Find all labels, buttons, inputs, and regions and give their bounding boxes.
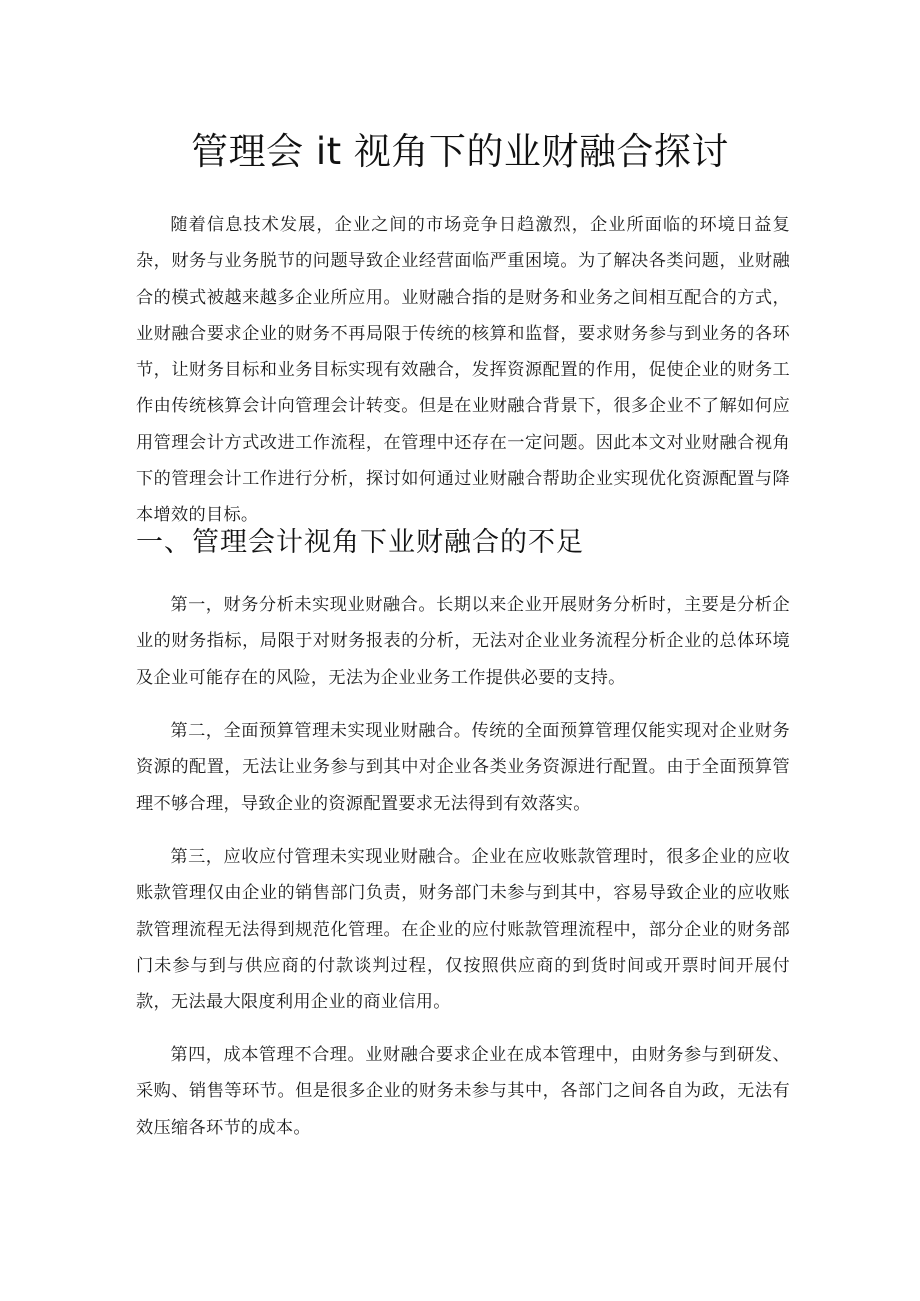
intro-paragraph: 随着信息技术发展，企业之间的市场竞争日趋激烈，企业所面临的环境日益复杂，财务与业务脱节的问题导致企业经营面临严重困境。为了解决各类问题，业财融合的模式被越来越多企业所应用。业财融合指的是财务和业务之间相互配合的方式，业财融合要求企业的财务不再局限于传统的核算和监督，要求财务参与到业务的各环节，让财务目标和业务目标实现有效融合，发挥资源配置的作用，促使企业的财务工作由传统核算会计向管理会计转变。但是在业财融合背景下，很多企业不了解如何应用管理会计方式改进工作流程，在管理中还存在一定问题。因此本文对业财融合视角下的管理会计工作进行分析，探讨如何通过业财融合帮助企业实现优化资源配置与降本增效的目标。 <box>136 215 790 526</box>
section-heading: 一、管理会计视角下业财融合的不足 <box>136 527 584 558</box>
document-title: 管理会 it 视角下的业财融合探讨 <box>191 130 729 173</box>
paragraph-3: 第三，应收应付管理未实现业财融合。企业在应收账款管理时，很多企业的应收账款管理仅由企业的销售部门负责，财务部门未参与到其中，容易导致企业的应收账款管理流程无法得到规范化管理。在企业的应付账款管理流程中，部分企业的财务部门未参与到与供应商的付款谈判过程，仅按照供应商的到货时间或开票时间开展付款，无法最大限度利用企业的商业信用。 <box>136 847 790 1013</box>
paragraph-1: 第一，财务分析未实现业财融合。长期以来企业开展财务分析时，主要是分析企业的财务指标，局限于对财务报表的分析，无法对企业业务流程分析企业的总体环境及企业可能存在的风险，无法为企业业务工作提供必要的支持。 <box>136 595 790 688</box>
paragraph-2: 第二，全面预算管理未实现业财融合。传统的全面预算管理仅能实现对企业财务资源的配置，无法让业务参与到其中对企业各类业务资源进行配置。由于全面预算管理不够合理，导致企业的资源配置要求无法得到有效落实。 <box>136 721 790 814</box>
paragraph-4: 第四，成本管理不合理。业财融合要求企业在成本管理中，由财务参与到研发、采购、销售等环节。但是很多企业的财务未参与其中，各部门之间各自为政，无法有效压缩各环节的成本。 <box>136 1045 790 1138</box>
